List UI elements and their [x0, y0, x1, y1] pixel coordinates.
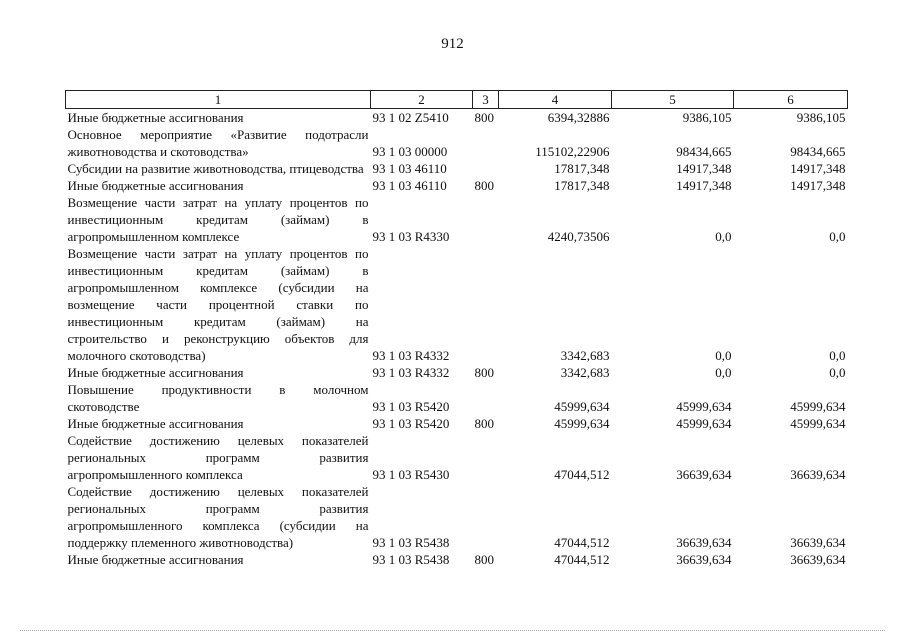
- row-value-col4: 3342,683: [560, 348, 610, 363]
- row-expense-type: [473, 245, 499, 364]
- row-value-col6: 36639,634: [790, 535, 846, 550]
- row-value-col4: 45999,634: [554, 399, 610, 414]
- row-value-col4: 115102,22906: [535, 144, 610, 159]
- row-value-col4: 47044,512: [554, 535, 610, 550]
- column-header-4: 4: [499, 91, 612, 109]
- table-row: [66, 381, 848, 415]
- row-code: 93 1 03 R5420: [372, 416, 450, 431]
- table-row: [66, 483, 848, 551]
- row-expense-type: [473, 194, 499, 245]
- row-expense-type: 800: [474, 416, 494, 431]
- table-row: [66, 109, 848, 127]
- table-row: [66, 415, 848, 432]
- page-bottom-edge: [20, 630, 885, 631]
- row-value-col4: 6394,32886: [547, 110, 610, 125]
- row-value-col5: 0,0: [715, 365, 732, 380]
- row-value-col5: 36639,634: [676, 552, 732, 567]
- table-row: [66, 160, 848, 177]
- row-value-col6: 0,0: [829, 229, 846, 244]
- row-name: Повышение продуктивности в молочном скотоводстве: [67, 382, 369, 414]
- row-code: 93 1 02 Z5410: [372, 110, 449, 125]
- table-row: [66, 177, 848, 194]
- row-name: Основное мероприятие «Развитие подотрасли животноводства и скотоводства»: [67, 127, 369, 159]
- table-row: [66, 551, 848, 568]
- row-name: Иные бюджетные ассигнования: [67, 110, 244, 125]
- page-number: 912: [441, 36, 464, 52]
- row-code: 93 1 03 R5438: [372, 535, 450, 550]
- row-code: 93 1 03 46110: [372, 178, 447, 193]
- row-value-col5: 36639,634: [676, 467, 732, 482]
- row-value-col6: 36639,634: [790, 552, 846, 567]
- column-header-6: 6: [734, 91, 848, 109]
- table-body: [66, 109, 848, 569]
- budget-table: [65, 90, 848, 568]
- row-name: Возмещение части затрат на уплату процентов по инвестиционным кредитам (займам) в агропромышленном комплексе (субсидии на возмещение части процентной ставки по инвестиционным кредитам (займам) на строительство и реконструкцию объектов для молочного скотоводства): [67, 246, 369, 363]
- row-value-col5: 0,0: [715, 229, 732, 244]
- row-name: Субсидии на развитие животноводства, птицеводства: [67, 161, 364, 176]
- row-code: 93 1 03 46110: [372, 161, 447, 176]
- row-expense-type: 800: [474, 110, 494, 125]
- row-name: Иные бюджетные ассигнования: [67, 552, 244, 567]
- row-value-col6: 0,0: [829, 348, 846, 363]
- table-row: [66, 126, 848, 160]
- table-row: [66, 432, 848, 483]
- row-expense-type: [473, 381, 499, 415]
- row-value-col4: 47044,512: [554, 467, 610, 482]
- row-value-col6: 14917,348: [790, 161, 846, 176]
- row-value-col5: 0,0: [715, 348, 732, 363]
- row-expense-type: 800: [474, 365, 494, 380]
- row-expense-type: 800: [474, 178, 494, 193]
- row-value-col6: 45999,634: [790, 416, 846, 431]
- row-name: Иные бюджетные ассигнования: [67, 178, 244, 193]
- row-name: Содействие достижению целевых показателей региональных программ развития агропромышленного комплекса: [67, 433, 369, 482]
- row-name: Возмещение части затрат на уплату процентов по инвестиционным кредитам (займам) в агропромышленном комплексе: [67, 195, 369, 244]
- table-row: [66, 245, 848, 364]
- row-name: Иные бюджетные ассигнования: [67, 365, 244, 380]
- row-expense-type: [473, 160, 499, 177]
- row-value-col5: 98434,665: [676, 144, 732, 159]
- row-value-col6: 36639,634: [790, 467, 846, 482]
- row-code: 93 1 03 R4332: [372, 348, 450, 363]
- row-code: 93 1 03 R5420: [372, 399, 450, 414]
- row-expense-type: [473, 432, 499, 483]
- row-value-col6: 98434,665: [790, 144, 846, 159]
- row-value-col6: 9386,105: [796, 110, 846, 125]
- table-row: [66, 364, 848, 381]
- row-code: 93 1 03 R5438: [372, 552, 450, 567]
- row-value-col5: 9386,105: [682, 110, 732, 125]
- row-value-col4: 4240,73506: [547, 229, 610, 244]
- row-value-col4: 17817,348: [554, 178, 610, 193]
- column-header-3: 3: [473, 91, 499, 109]
- row-name: Иные бюджетные ассигнования: [67, 416, 244, 431]
- table-header-row: [66, 91, 848, 109]
- row-value-col4: 47044,512: [554, 552, 610, 567]
- row-code: 93 1 03 R5430: [372, 467, 450, 482]
- row-value-col5: 45999,634: [676, 399, 732, 414]
- row-value-col6: 45999,634: [790, 399, 846, 414]
- row-code: 93 1 03 00000: [372, 144, 448, 159]
- row-code: 93 1 03 R4330: [372, 229, 450, 244]
- row-code: 93 1 03 R4332: [372, 365, 450, 380]
- column-header-5: 5: [612, 91, 734, 109]
- row-value-col5: 36639,634: [676, 535, 732, 550]
- table-row: [66, 194, 848, 245]
- column-header-2: 2: [371, 91, 473, 109]
- row-value-col6: 0,0: [829, 365, 846, 380]
- row-name: Содействие достижению целевых показателей региональных программ развития агропромышленного комплекса (субсидии на поддержку племенного животноводства): [67, 484, 369, 550]
- row-value-col4: 45999,634: [554, 416, 610, 431]
- row-value-col5: 45999,634: [676, 416, 732, 431]
- row-value-col5: 14917,348: [676, 178, 732, 193]
- column-header-1: 1: [66, 91, 371, 109]
- row-value-col6: 14917,348: [790, 178, 846, 193]
- row-value-col4: 3342,683: [560, 365, 610, 380]
- row-value-col4: 17817,348: [554, 161, 610, 176]
- row-expense-type: [473, 126, 499, 160]
- row-expense-type: 800: [474, 552, 494, 567]
- row-expense-type: [473, 483, 499, 551]
- row-value-col5: 14917,348: [676, 161, 732, 176]
